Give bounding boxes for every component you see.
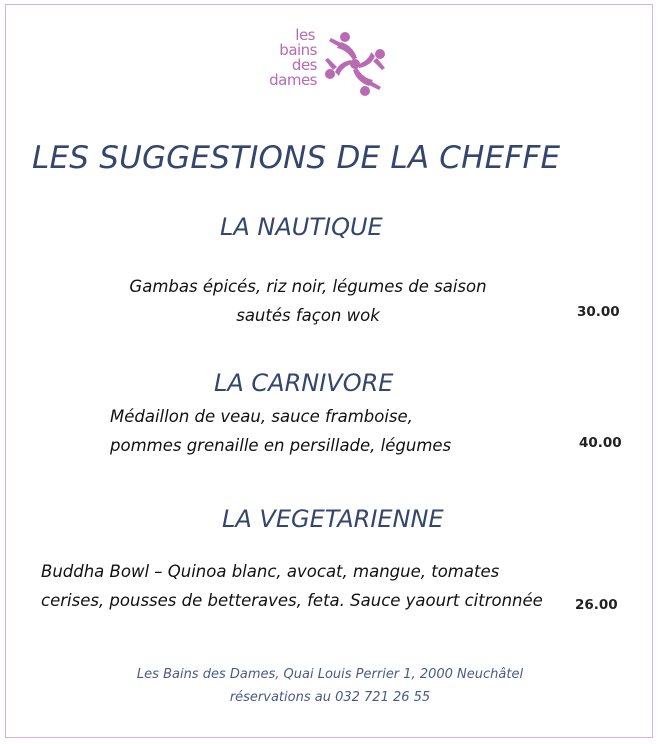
logo [255,28,390,104]
dish-price: 26.00 [575,597,618,613]
description-line: Médaillon de veau, sauce framboise, [110,407,413,426]
dish-price: 30.00 [577,304,620,320]
description-line: Buddha Bowl – Quinoa blanc, avocat, mangue, tomates [41,562,500,581]
dish-description [108,272,508,330]
dish-description [110,402,451,460]
dish-title: LA CARNIVORE [214,369,394,397]
description-line: Gambas épicés, riz noir, légumes de saison [129,277,487,296]
description-line: pommes grenaille en persillade, légumes [110,436,452,455]
logo-line: des [291,56,317,74]
footer-address: Les Bains des Dames, Quai Louis Perrier 1, 2000 Neuchâtel [136,667,524,682]
description-line: cerises, pousses de betteraves, feta. Sauce yaourt citronnée [41,591,543,610]
page-title: LES SUGGESTIONS DE LA CHEFFE [32,140,561,176]
logo-line: dames [269,71,317,89]
description-line: sautés façon wok [236,306,380,325]
logo-line: bains [279,41,317,59]
dish-description [41,557,543,615]
footer-reservations: réservations au 032 721 26 55 [229,690,431,705]
footer [0,663,660,709]
logo-line: les [295,26,315,44]
dish-price: 40.00 [579,435,622,451]
logo-text [255,28,317,88]
dish-title: LA VEGETARIENNE [222,505,444,533]
dish-title: LA NAUTIQUE [220,213,383,241]
dancers-logo-icon [323,28,387,100]
